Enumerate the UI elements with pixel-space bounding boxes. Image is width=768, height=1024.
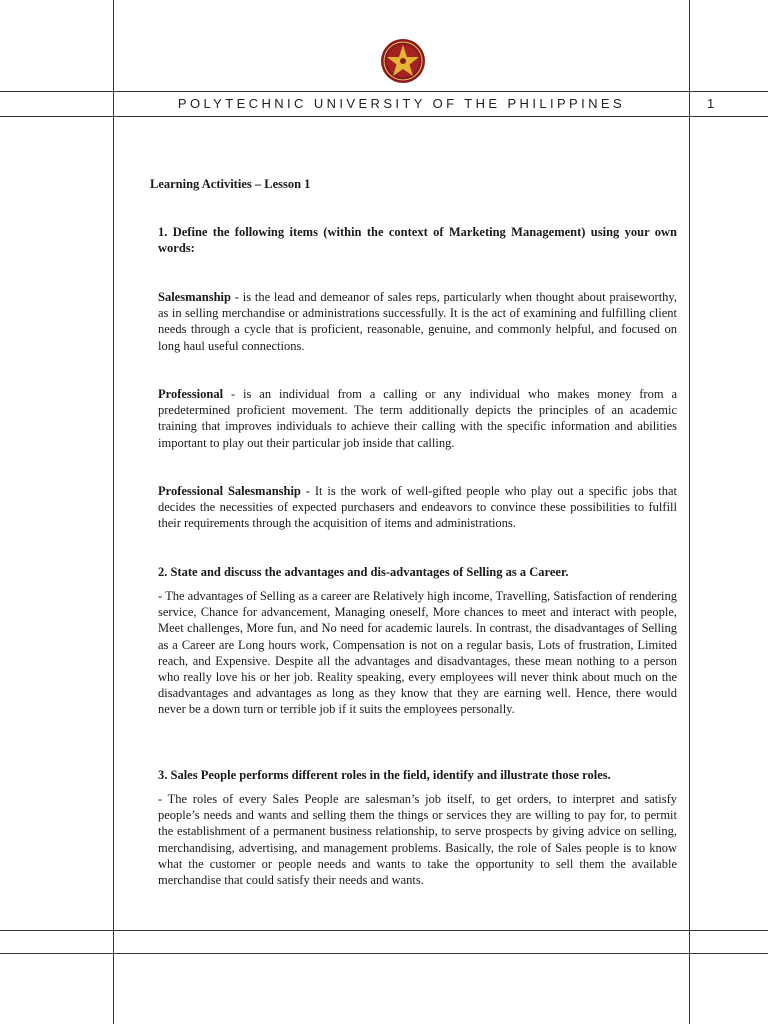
definition-term: Salesmanship [158,290,231,304]
definition-salesmanship [158,289,677,354]
definition-term: Professional Salesmanship [158,484,301,498]
answer-2: - The advantages of Selling as a career are Relatively high income, Travelling, Satisfaction of rendering service, Chance for advancement, Managing oneself, More chances to meet and interact with people, Meet challenges, More fun, and No need for academic laurels. In contrast, the disadvantages of Selling as a Career are Long hours work, Compensation is not on a regular basis, Lots of frustration, Limited reach, and Expensive. Despite all the advantages and disadvantages, these mean nothing to a person who really love his or her job. Reality speaking, every employees will never think about much on the disadvantages and advantages as long as they know that they are earning well. Hence, there would never be a down turn or terrible job if it suits the employees personally. [158,589,677,717]
university-name: POLYTECHNIC UNIVERSITY OF THE PHILIPPINES [177,96,626,111]
definition-term: Professional [158,387,224,401]
footer-top-line [0,930,768,931]
definition-text: - It is the work of well-gifted people who play out a specific jobs that decides the necessities of expected purchasers and endeavors to convince these possibilities to fulfill their requirements through the acquisition of items and administrations. [158,484,677,531]
definition-professional [158,386,677,451]
left-margin-line [113,0,114,1024]
definition-text: - is the lead and demeanor of sales reps, particularly when thought about praiseworthy, as in selling merchandise or administrations successfully. It is the act of examining and fulfilling client needs through a cycle that is proficient, reasonable, genuine, and commonly helpful, and focused on long haul useful connections. [158,290,677,353]
definition-text: - is an individual from a calling or any individual who makes money from a predetermined proficient movement. The term additionally depicts the principles of an academic training that improves individuals to achieve their calling with the specific information and abilities important to play out their particular job inside that calling. [158,387,677,450]
page-title: Learning Activities – Lesson 1 [150,177,311,191]
question-3: 3. Sales People performs different roles in the field, identify and illustrate those roles. [158,768,611,782]
answer-3: - The roles of every Sales People are salesman’s job itself, to get orders, to interpret and satisfy people’s needs and wants and selling them the things or services they are willing to pay for, to permit the establishment of a permanent business relationship, to serve prospects by giving advice on selling, merchandising, advertising, and management problems. Basically, the role of Sales people is to know what the customer or people needs and wants to take the opportunity to sell them the available merchandise that could satisfy their needs and wants. [158,792,677,888]
header-top-line [0,91,768,92]
header-bottom-line [0,116,768,117]
definition-professional-salesmanship [158,483,677,532]
pup-seal-icon [380,38,426,84]
question-1: 1. Define the following items (within the context of Marketing Management) using your own words: [158,225,677,256]
question-2: 2. State and discuss the advantages and dis-advantages of Selling as a Career. [158,565,569,579]
right-margin-line [689,0,690,1024]
footer-bottom-line [0,953,768,954]
page-number: 1 [707,96,715,111]
